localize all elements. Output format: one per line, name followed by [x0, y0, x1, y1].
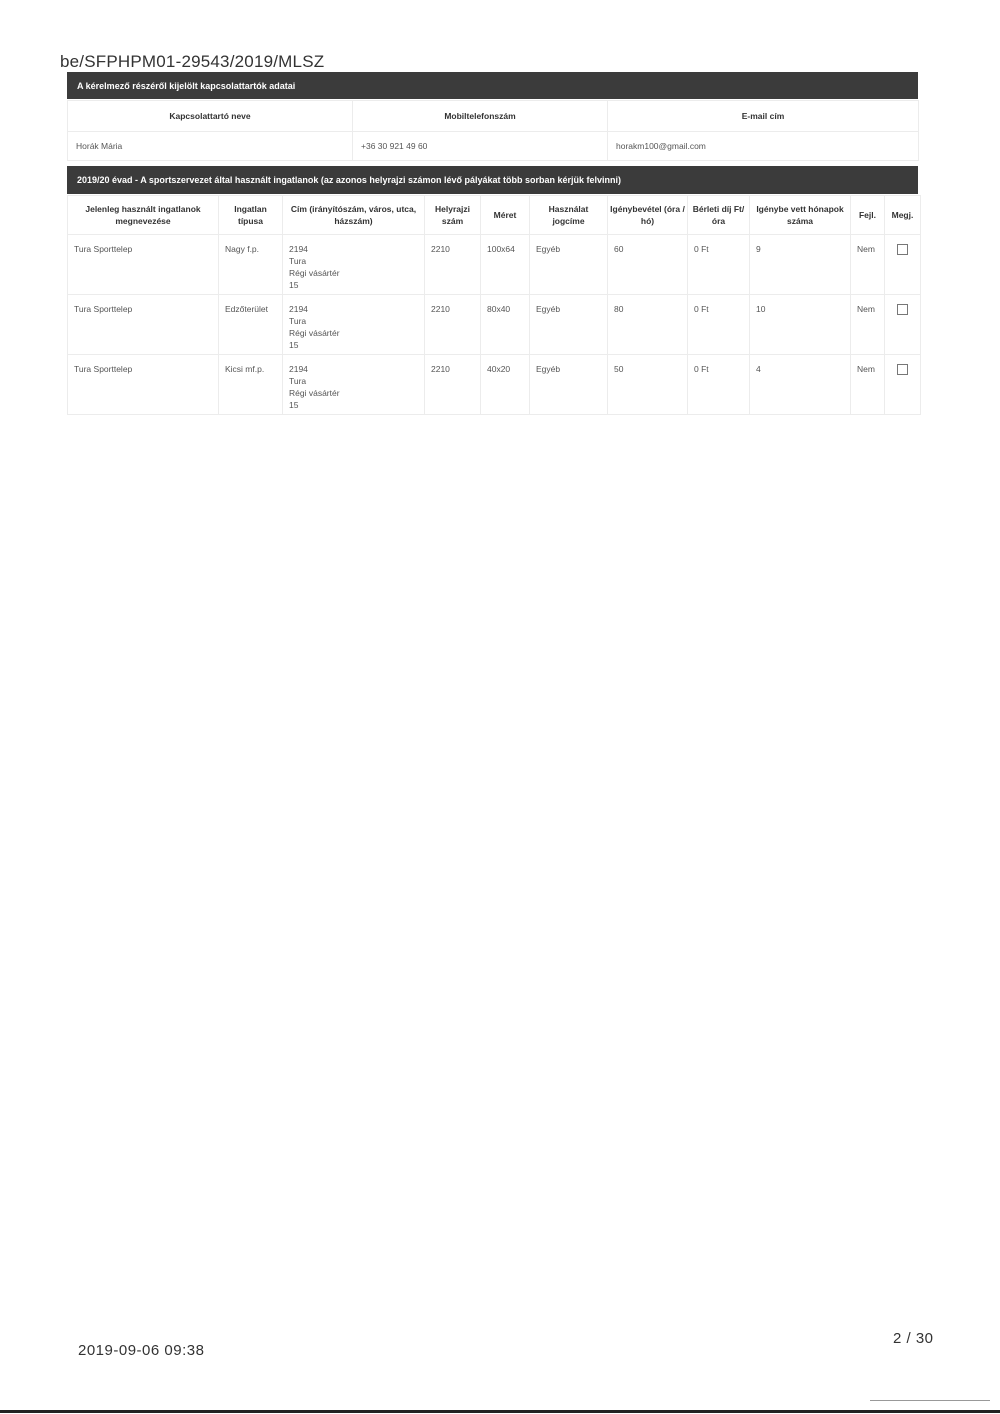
- property-hrsz: 2210: [425, 355, 481, 415]
- contact-mobile: +36 30 921 49 60: [353, 132, 608, 161]
- property-rent: 0 Ft: [688, 355, 750, 415]
- address-zip: 2194: [289, 244, 308, 254]
- property-title-of-use: Egyéb: [530, 295, 608, 355]
- property-type: Kicsi mf.p.: [219, 355, 283, 415]
- property-development: Nem: [851, 295, 885, 355]
- col-development: Fejl.: [851, 196, 885, 235]
- col-size: Méret: [481, 196, 530, 235]
- property-usage: 50: [608, 355, 688, 415]
- property-usage: 60: [608, 235, 688, 295]
- note-checkbox[interactable]: [897, 304, 908, 315]
- table-row: [68, 132, 919, 161]
- note-checkbox[interactable]: [897, 364, 908, 375]
- property-address: [283, 235, 425, 295]
- col-property-name: Jelenleg használt ingatlanok megnevezése: [68, 196, 219, 235]
- table-row: [68, 355, 921, 415]
- contacts-section-title: A kérelmező részéről kijelölt kapcsolattartók adatai: [67, 72, 918, 99]
- address-city: Tura: [289, 256, 307, 266]
- property-name: Tura Sporttelep: [68, 355, 219, 415]
- col-address: Cím (irányítószám, város, utca, házszám): [283, 196, 425, 235]
- property-note: [885, 355, 921, 415]
- property-title-of-use: Egyéb: [530, 235, 608, 295]
- address-street: Régi vásártér: [289, 268, 340, 278]
- divider: [870, 1400, 990, 1401]
- property-months: 4: [750, 355, 851, 415]
- address-street: Régi vásártér: [289, 388, 340, 398]
- col-property-type: Ingatlan típusa: [219, 196, 283, 235]
- col-contact-name: Kapcsolattartó neve: [68, 101, 353, 132]
- property-note: [885, 235, 921, 295]
- property-name: Tura Sporttelep: [68, 295, 219, 355]
- address-zip: 2194: [289, 304, 308, 314]
- footer-page-number: 2 / 30: [893, 1330, 934, 1347]
- property-note: [885, 295, 921, 355]
- property-name: Tura Sporttelep: [68, 235, 219, 295]
- property-usage: 80: [608, 295, 688, 355]
- contact-email: horakm100@gmail.com: [608, 132, 919, 161]
- property-rent: 0 Ft: [688, 235, 750, 295]
- property-rent: 0 Ft: [688, 295, 750, 355]
- address-city: Tura: [289, 316, 307, 326]
- contact-name: Horák Mária: [68, 132, 353, 161]
- property-address: [283, 355, 425, 415]
- col-usage: Igénybevétel (óra / hó): [608, 196, 688, 235]
- property-size: 40x20: [481, 355, 530, 415]
- properties-header-row: [68, 196, 921, 235]
- col-title-of-use: Használat jogcíme: [530, 196, 608, 235]
- table-row: [68, 235, 921, 295]
- address-zip: 2194: [289, 364, 308, 374]
- footer-timestamp: 2019-09-06 09:38: [78, 1342, 205, 1359]
- property-size: 80x40: [481, 295, 530, 355]
- property-type: Edzőterület: [219, 295, 283, 355]
- property-type: Nagy f.p.: [219, 235, 283, 295]
- col-note: Megj.: [885, 196, 921, 235]
- col-hrsz: Helyrajzi szám: [425, 196, 481, 235]
- address-number: 15: [289, 280, 299, 290]
- contacts-table: [67, 100, 919, 161]
- property-development: Nem: [851, 235, 885, 295]
- address-number: 15: [289, 400, 299, 410]
- property-address: [283, 295, 425, 355]
- col-months: Igénybe vett hónapok száma: [750, 196, 851, 235]
- property-development: Nem: [851, 355, 885, 415]
- property-months: 9: [750, 235, 851, 295]
- address-number: 15: [289, 340, 299, 350]
- col-mobile: Mobiltelefonszám: [353, 101, 608, 132]
- address-city: Tura: [289, 376, 307, 386]
- property-title-of-use: Egyéb: [530, 355, 608, 415]
- property-size: 100x64: [481, 235, 530, 295]
- document-id: be/SFPHPM01-29543/2019/MLSZ: [60, 52, 325, 71]
- address-street: Régi vásártér: [289, 328, 340, 338]
- properties-section-title: 2019/20 évad - A sportszervezet által használt ingatlanok (az azonos helyrajzi számon lévő pályákat több sorban kérjük felvinni): [67, 166, 918, 194]
- properties-table: [67, 195, 921, 415]
- property-hrsz: 2210: [425, 235, 481, 295]
- contacts-header-row: [68, 101, 919, 132]
- property-hrsz: 2210: [425, 295, 481, 355]
- table-row: [68, 295, 921, 355]
- col-email: E-mail cím: [608, 101, 919, 132]
- col-rent: Bérleti díj Ft/óra: [688, 196, 750, 235]
- property-months: 10: [750, 295, 851, 355]
- note-checkbox[interactable]: [897, 244, 908, 255]
- page-edge: [0, 1410, 1000, 1413]
